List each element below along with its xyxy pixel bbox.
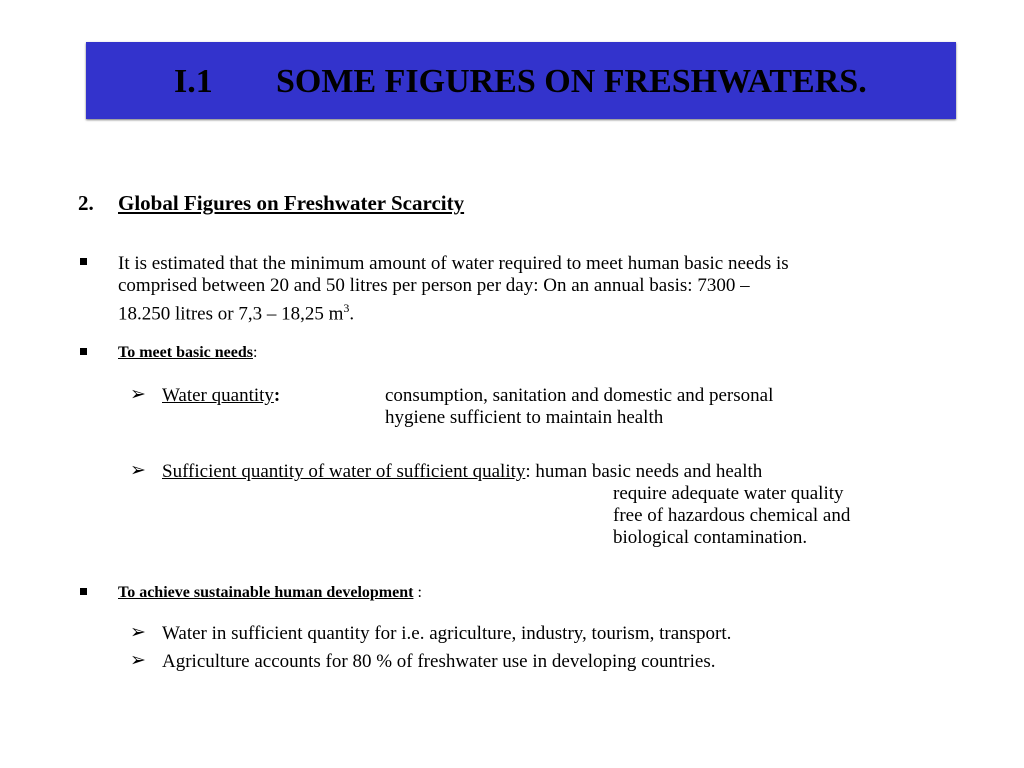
title-number: I.1	[174, 63, 213, 100]
slide-title	[174, 62, 867, 102]
water-quality-desc-4: biological contamination.	[613, 527, 808, 548]
arrow-bullet-icon: ➢	[130, 622, 146, 643]
intro-line-1: It is estimated that the minimum amount of water required to meet human basic needs is	[118, 253, 789, 274]
intro-superscript: 3	[343, 301, 350, 315]
arrow-bullet-icon: ➢	[130, 460, 146, 481]
water-quantity-term: Water quantity:	[162, 385, 281, 406]
square-bullet-icon	[80, 348, 87, 355]
basic-needs-label: To meet basic needs:	[118, 344, 258, 361]
water-quality-desc-2: require adequate water quality	[613, 483, 844, 504]
water-quality-term: Sufficient quantity of water of sufficient quality: human basic needs and health	[162, 461, 763, 482]
water-quality-desc-3: free of hazardous chemical and	[613, 505, 851, 526]
section-number: 2.	[78, 191, 94, 215]
intro-paragraph	[118, 253, 948, 325]
section-heading	[78, 190, 464, 216]
square-bullet-icon	[80, 258, 87, 265]
intro-line-2: comprised between 20 and 50 litres per person per day: On an annual basis: 7300 –	[118, 275, 750, 296]
title-text: SOME FIGURES ON FRESHWATERS.	[276, 63, 867, 100]
list-item: Agriculture accounts for 80 % of freshwater use in developing countries.	[162, 651, 716, 672]
intro-line-3: 18.250 litres or 7,3 – 18,25 $m^3$.	[118, 301, 355, 325]
water-quantity-desc-1: consumption, sanitation and domestic and personal	[385, 385, 774, 406]
water-quantity-desc-2: hygiene sufficient to maintain health	[385, 407, 664, 428]
section-title: Global Figures on Freshwater Scarcity	[118, 191, 465, 215]
list-item: Water in sufficient quantity for i.e. agriculture, industry, tourism, transport.	[162, 623, 732, 644]
arrow-bullet-icon: ➢	[130, 384, 146, 405]
arrow-bullet-icon: ➢	[130, 650, 146, 671]
sustainable-label: To achieve sustainable human development :	[118, 584, 422, 601]
square-bullet-icon	[80, 588, 87, 595]
